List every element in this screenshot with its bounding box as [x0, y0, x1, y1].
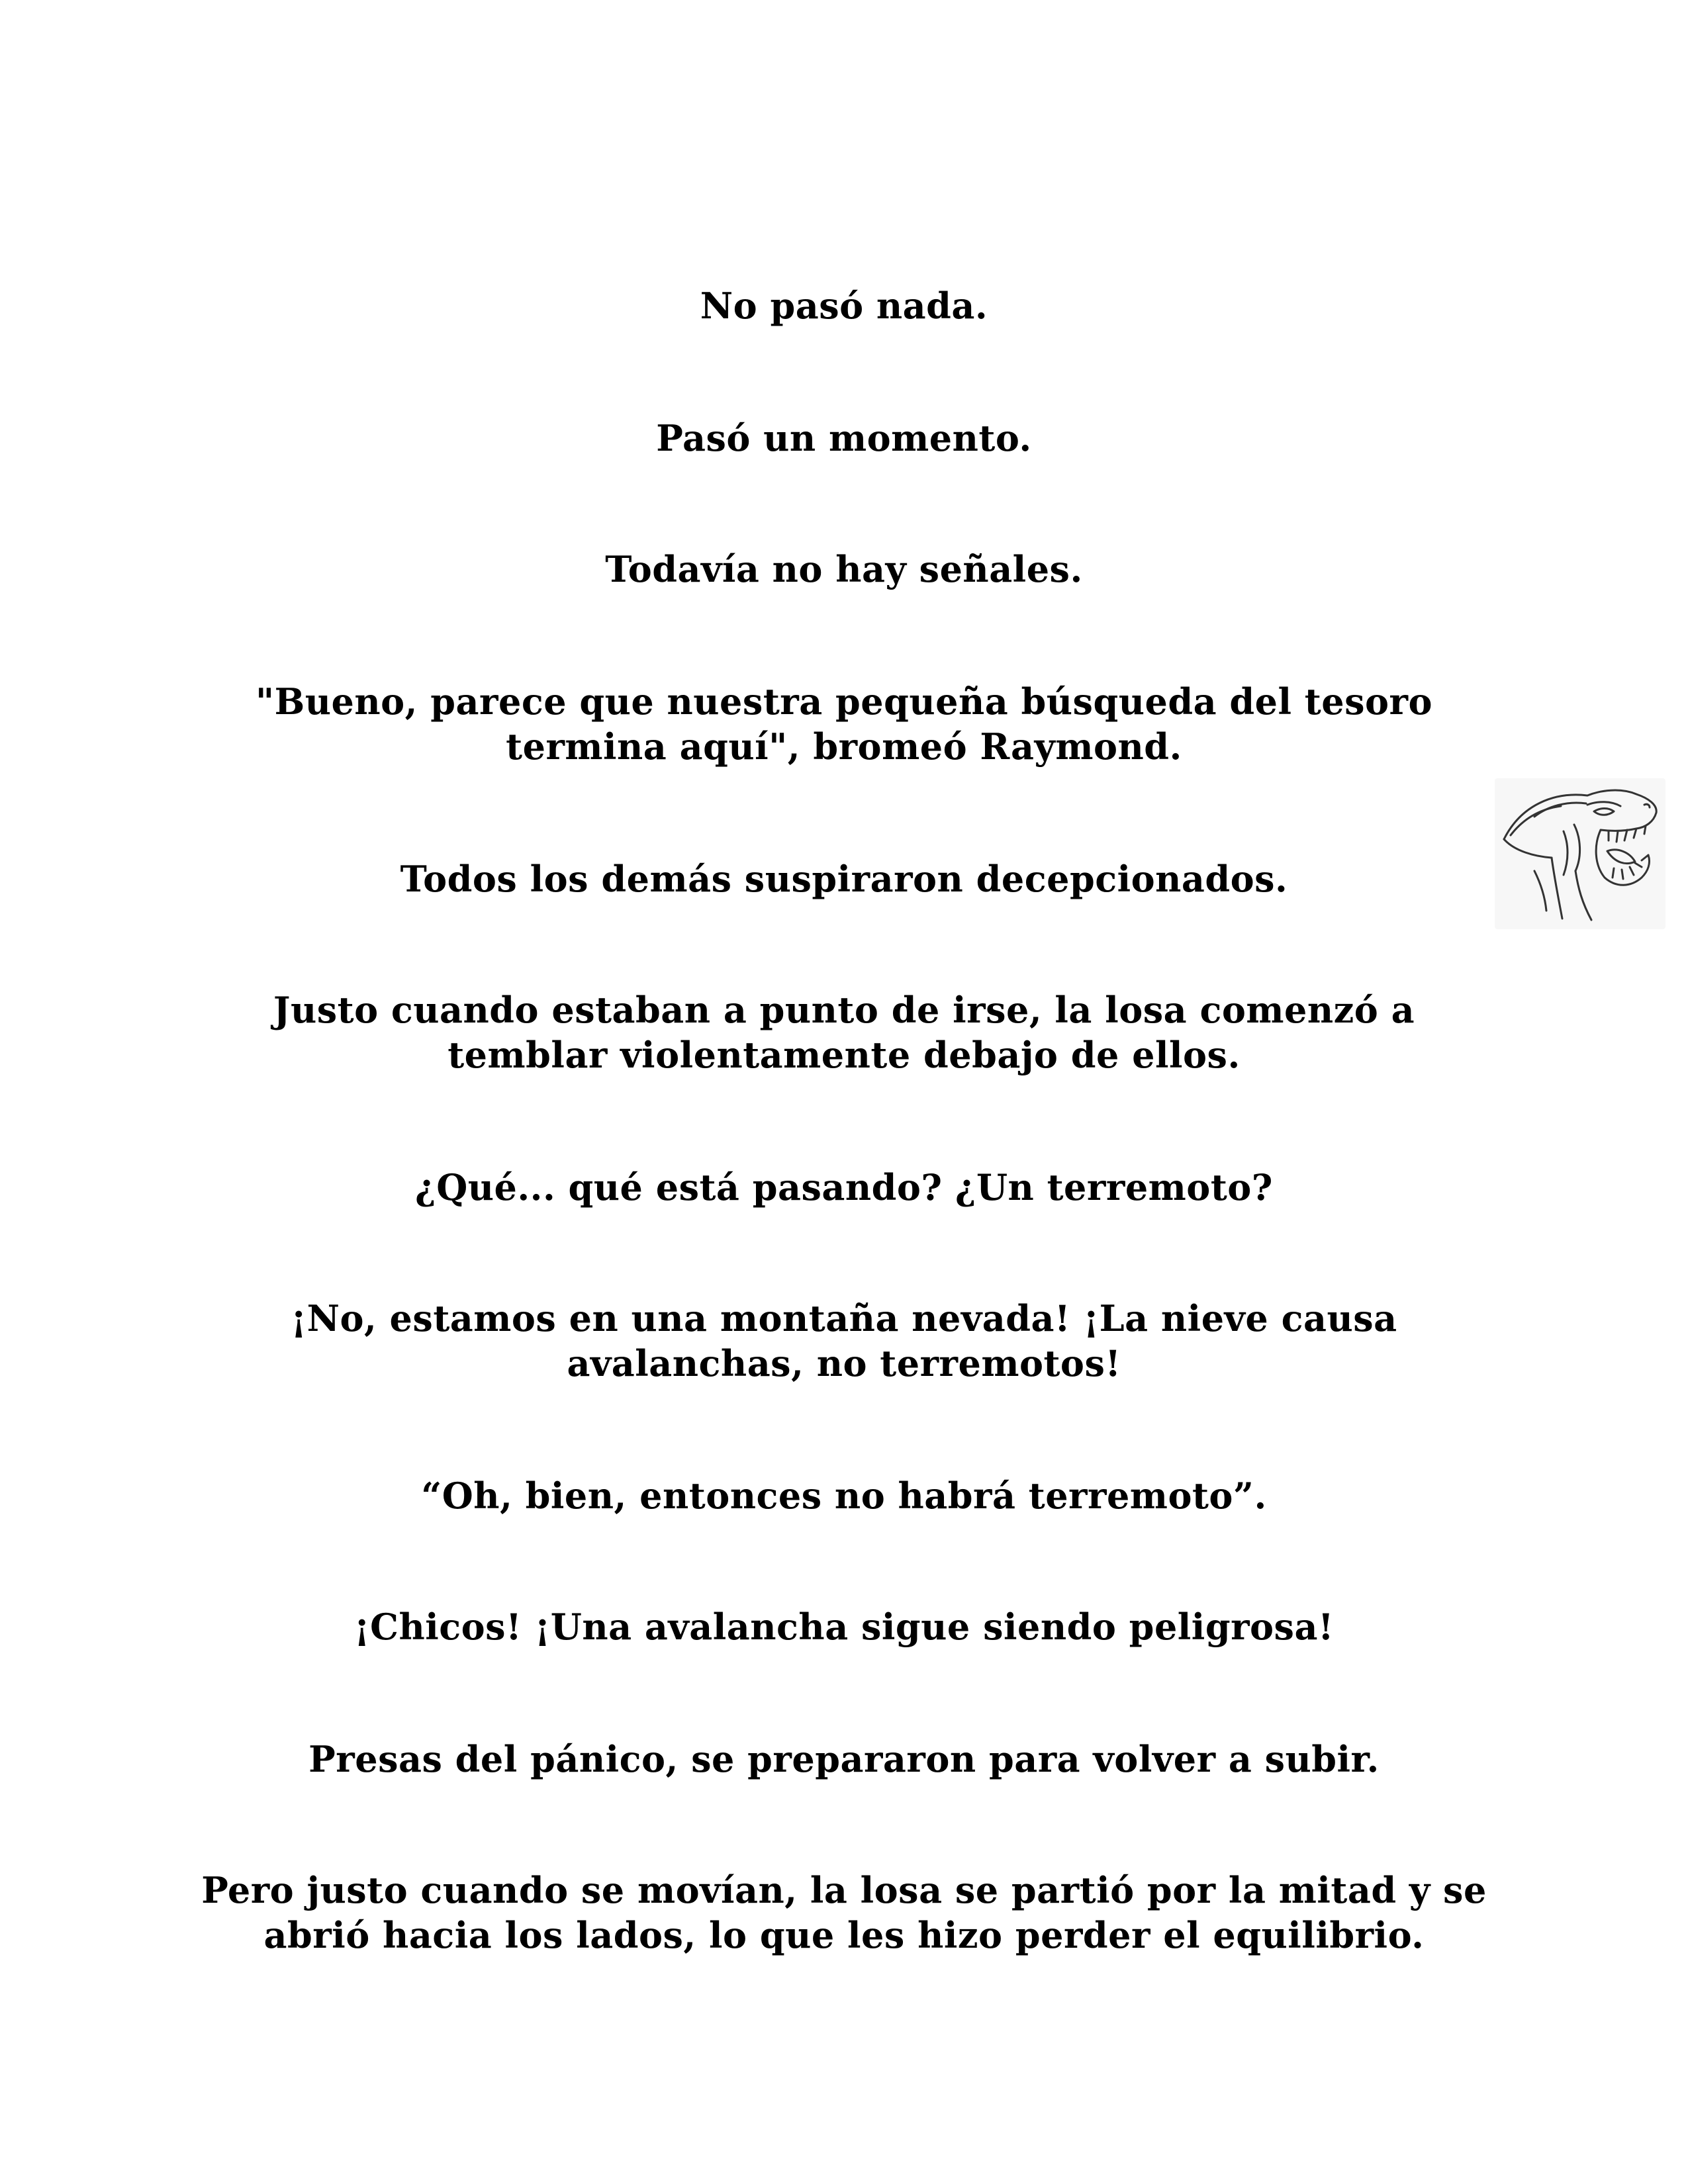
paragraph-line: No pasó nada.	[700, 285, 988, 327]
paragraph-3	[0, 547, 1688, 592]
paragraph-line: ¡Chicos! ¡Una avalancha sigue siendo peligrosa!	[353, 1606, 1335, 1648]
paragraph-2	[0, 416, 1688, 461]
paragraph-5	[0, 856, 1688, 901]
paragraph-line: ¿Qué... qué está pasando? ¿Un terremoto?	[415, 1166, 1273, 1208]
paragraph-12	[0, 1868, 1688, 1958]
paragraph-8	[0, 1296, 1688, 1386]
paragraph-7	[0, 1165, 1688, 1210]
paragraph-line: Pero justo cuando se movían, la losa se partió por la mitad y se	[201, 1869, 1487, 1911]
paragraph-line: Pasó un momento.	[656, 417, 1032, 459]
t-rex-head-sketch-icon	[1495, 778, 1665, 929]
paragraph-line: Todos los demás suspiraron decepcionados.	[400, 858, 1288, 900]
paragraph-line: Presas del pánico, se prepararon para volver a subir.	[308, 1738, 1380, 1780]
paragraph-line: abrió hacia los lados, lo que les hizo perder el equilibrio.	[263, 1914, 1425, 1956]
paragraph-6	[0, 987, 1688, 1077]
paragraph-1	[0, 283, 1688, 328]
paragraph-line: Justo cuando estaban a punto de irse, la losa comenzó a	[273, 989, 1415, 1031]
paragraph-line: termina aquí", bromeó Raymond.	[506, 725, 1182, 768]
paragraph-10	[0, 1604, 1688, 1649]
paragraph-9	[0, 1473, 1688, 1518]
paragraph-line: avalanchas, no terremotos!	[567, 1342, 1121, 1385]
paragraph-11	[0, 1737, 1688, 1782]
paragraph-line: ¡No, estamos en una montaña nevada! ¡La nieve causa	[291, 1297, 1397, 1340]
paragraph-4	[0, 679, 1688, 769]
paragraph-line: "Bueno, parece que nuestra pequeña búsqueda del tesoro	[256, 680, 1432, 723]
paragraph-line: temblar violentamente debajo de ellos.	[447, 1034, 1241, 1076]
paragraph-line: “Oh, bien, entonces no habrá terremoto”.	[421, 1475, 1267, 1517]
paragraph-line: Todavía no hay señales.	[605, 548, 1083, 590]
